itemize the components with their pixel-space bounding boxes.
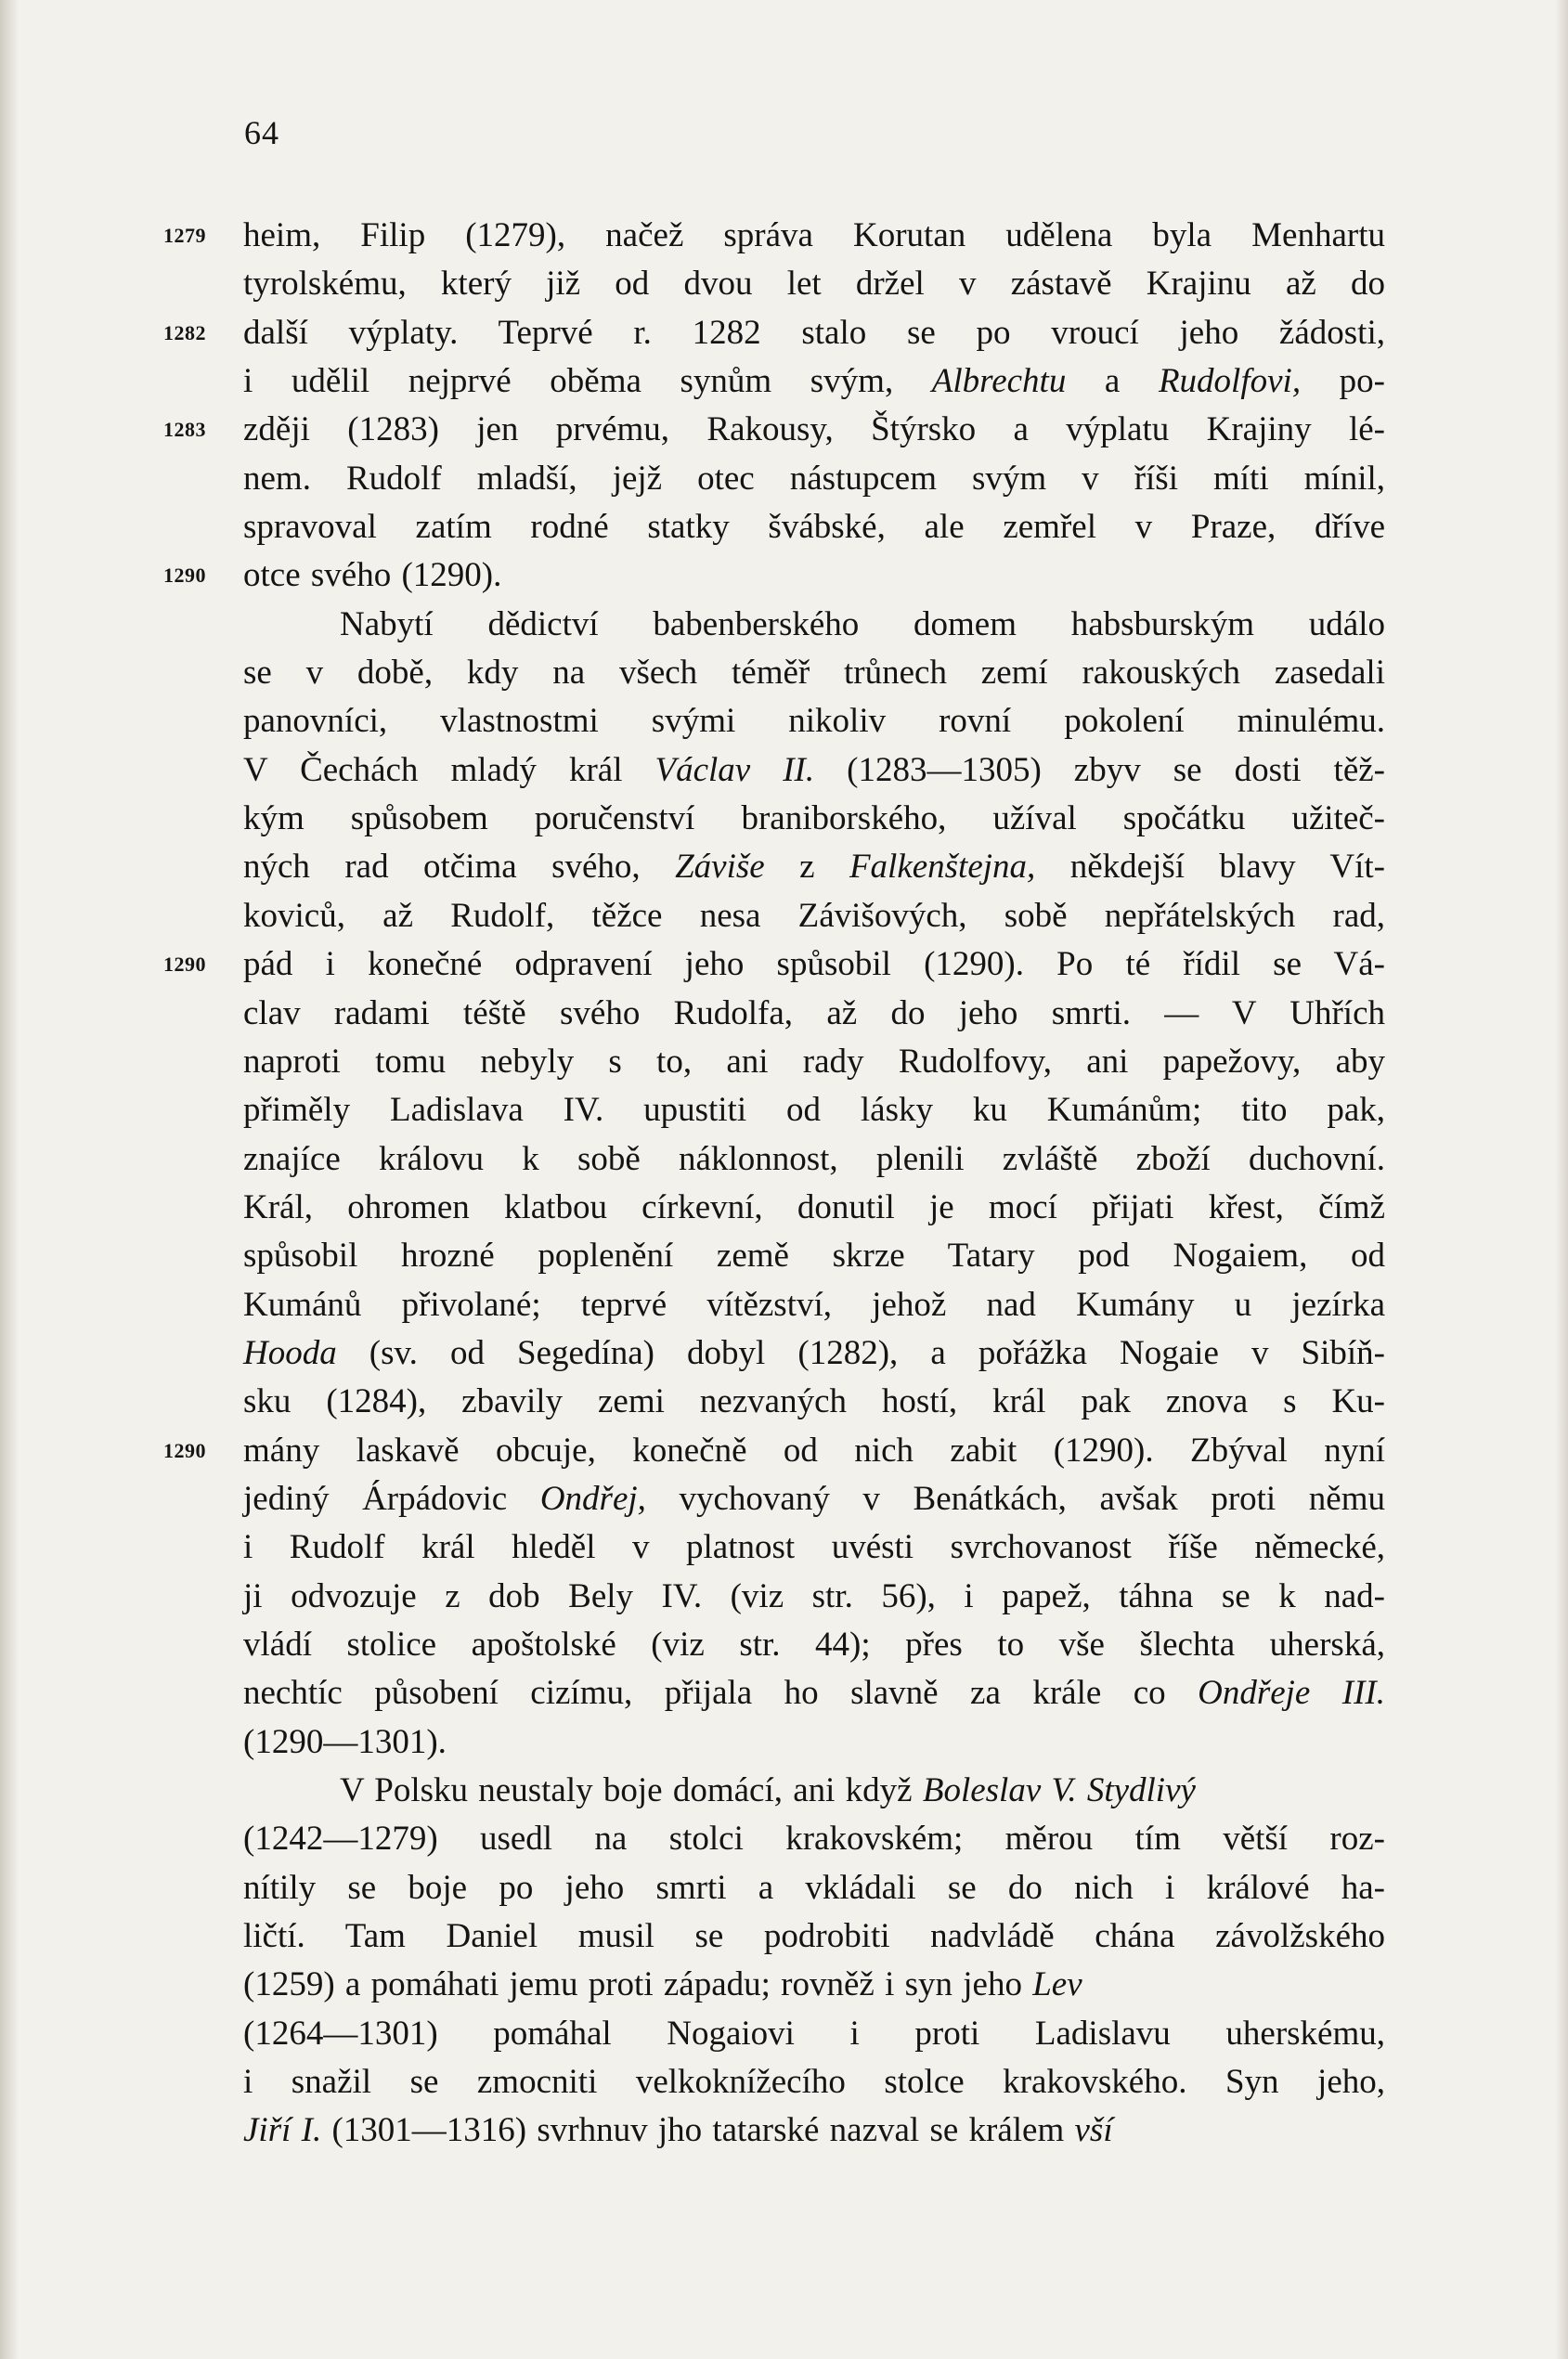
line-text bbox=[243, 1237, 1385, 1275]
line-text bbox=[243, 1334, 1385, 1372]
text-line bbox=[243, 1767, 1385, 1815]
italic-name: vší bbox=[1074, 2111, 1113, 2150]
text-line bbox=[163, 1427, 1385, 1475]
text-line bbox=[243, 649, 1385, 697]
line-text bbox=[243, 799, 1385, 837]
text-segment: i Rudolf král hleděl v platnost uvésti svrchovanost říše německé, bbox=[243, 1528, 1385, 1567]
text-segment: spůsobil hrozné poplenění země skrze Tatary pod Nogaiem, od bbox=[243, 1237, 1385, 1276]
text-line bbox=[243, 2010, 1385, 2058]
text-segment: nechtíc působení cizímu, přijala ho slavně za krále co bbox=[243, 1674, 1199, 1713]
text-segment: zději (1283) jen prvému, Rakousy, Štýrsko a výplatu Krajiny lé- bbox=[243, 410, 1385, 449]
margin-year-note: 1283 bbox=[163, 418, 206, 442]
text-line bbox=[243, 455, 1385, 503]
text-line bbox=[243, 1523, 1385, 1572]
text-segment: se v době, kdy na všech téměř trůnech zemí rakouských zasedali bbox=[243, 654, 1385, 693]
text-line bbox=[243, 1329, 1385, 1378]
text-line bbox=[163, 551, 1385, 600]
text-segment: znajíce královu k sobě náklonnost, plenili zvláště zboží duchovní. bbox=[243, 1139, 1385, 1178]
margin-year-note: 1290 bbox=[163, 564, 206, 588]
text-segment: Král, ohromen klatbou církevní, donutil je mocí přijati křest, čímž bbox=[243, 1187, 1385, 1226]
text-line bbox=[243, 892, 1385, 940]
italic-name: Jiří I. bbox=[243, 2111, 322, 2150]
line-text bbox=[243, 1965, 1082, 2003]
text-segment: přiměly Ladislava IV. upustiti od lásky ku Kumánům; tito pak, bbox=[243, 1091, 1385, 1130]
line-text bbox=[243, 556, 501, 594]
italic-name: Záviše bbox=[675, 848, 765, 887]
italic-name: Václav II. bbox=[654, 750, 815, 789]
text-line bbox=[243, 503, 1385, 551]
text-segment: koviců, až Rudolf, těžce nesa Závišových, sobě nepřátelských rad, bbox=[243, 896, 1385, 935]
text-segment: i snažil se zmocniti velkoknížecího stolce krakovského. Syn jeho, bbox=[243, 2063, 1385, 2102]
text-line bbox=[243, 697, 1385, 745]
line-text bbox=[243, 265, 1385, 303]
line-text bbox=[243, 1188, 1385, 1226]
italic-name: Albrechtu bbox=[931, 362, 1067, 401]
italic-name: Lev bbox=[1032, 1965, 1082, 2004]
page-edge-right bbox=[1555, 0, 1568, 2359]
text-line bbox=[243, 1573, 1385, 1621]
text-line bbox=[163, 212, 1385, 260]
text-segment: (1259) a pomáhati jemu proti západu; rovněž i syn jeho bbox=[243, 1965, 1033, 2004]
text-line bbox=[243, 1086, 1385, 1134]
page-number: 64 bbox=[244, 114, 279, 151]
text-segment: sku (1284), zbavily zemi nezvaných hostí, král pak znova s Ku- bbox=[243, 1382, 1385, 1421]
text-segment: spravoval zatím rodné statky švábské, ale zemřel v Praze, dříve bbox=[243, 508, 1385, 547]
line-text bbox=[243, 2111, 1113, 2149]
text-segment: pád i konečné odpravení jeho spůsobil (1290). Po té řídil se Vá- bbox=[243, 945, 1385, 984]
text-segment: jediný Árpádovic bbox=[243, 1479, 540, 1518]
line-text bbox=[243, 1820, 1385, 1858]
text-segment: (1264—1301) pomáhal Nogaiovi i proti Ladislavu uherskému, bbox=[243, 2014, 1385, 2053]
text-segment: naproti tomu nebyly s to, ani rady Rudolfovy, ani papežovy, aby bbox=[243, 1042, 1385, 1081]
text-segment: panovníci, vlastnostmi svými nikoliv rovní pokolení minulému. bbox=[243, 702, 1385, 741]
line-text bbox=[243, 362, 1385, 400]
text-line bbox=[243, 1378, 1385, 1426]
italic-name: Hooda bbox=[243, 1333, 337, 1372]
text-line bbox=[243, 1621, 1385, 1669]
text-segment: V Čechách mladý král bbox=[243, 750, 655, 789]
italic-name: Ondřeje III. bbox=[1198, 1674, 1385, 1713]
text-segment: někdejší blavy Vít- bbox=[1035, 848, 1385, 887]
margin-year-note: 1290 bbox=[163, 1438, 206, 1462]
text-line bbox=[243, 1864, 1385, 1912]
text-line bbox=[243, 1912, 1385, 1961]
text-line bbox=[243, 2106, 1385, 2155]
line-text bbox=[243, 1091, 1385, 1129]
text-line bbox=[243, 1718, 1385, 1767]
line-text bbox=[340, 1771, 1196, 1809]
text-line bbox=[243, 601, 1385, 649]
text-line bbox=[163, 309, 1385, 357]
text-line bbox=[243, 2058, 1385, 2106]
text-segment: nem. Rudolf mladší, jejž otec nástupcem svým v říši míti mínil, bbox=[243, 459, 1385, 498]
line-text bbox=[243, 508, 1385, 546]
line-text bbox=[243, 1382, 1385, 1420]
line-text bbox=[243, 460, 1385, 498]
text-segment: clav radami téště svého Rudolfa, až do jeho smrti. — V Uhřích bbox=[243, 993, 1385, 1032]
text-segment: (1301—1316) svrhnuv jho tatarské nazval se králem bbox=[321, 2111, 1075, 2150]
line-text bbox=[243, 1577, 1385, 1615]
text-segment: kým spůsobem poručenství braniborského, užíval spočátku užiteč- bbox=[243, 799, 1385, 838]
page-edge-left bbox=[0, 0, 19, 2359]
text-line bbox=[243, 1135, 1385, 1184]
line-text bbox=[243, 1432, 1385, 1470]
text-segment: další výplaty. Teprvé r. 1282 stalo se po vroucí jeho žádosti, bbox=[243, 313, 1385, 352]
line-text bbox=[243, 897, 1385, 935]
line-text bbox=[243, 1674, 1385, 1712]
text-segment: Nabytí dědictví babenberského domem habsburským událo bbox=[340, 604, 1385, 643]
line-text bbox=[243, 994, 1385, 1032]
line-text bbox=[243, 314, 1385, 352]
margin-year-note: 1282 bbox=[163, 320, 206, 344]
line-text bbox=[243, 2015, 1385, 2053]
text-segment: ných rad otčima svého, bbox=[243, 848, 676, 887]
line-text bbox=[243, 945, 1385, 983]
line-text bbox=[243, 751, 1385, 789]
line-text bbox=[243, 1480, 1385, 1518]
line-text bbox=[243, 1286, 1385, 1324]
italic-name: Boleslav V. Stydlivý bbox=[922, 1771, 1196, 1809]
text-line bbox=[243, 1281, 1385, 1329]
text-line bbox=[243, 1232, 1385, 1280]
text-line bbox=[243, 1669, 1385, 1717]
line-text bbox=[243, 654, 1385, 692]
line-text bbox=[243, 848, 1385, 886]
line-text bbox=[243, 1723, 447, 1761]
text-segment: (1283—1305) zbyv se dosti těž- bbox=[814, 750, 1385, 789]
text-line bbox=[243, 260, 1385, 308]
line-text bbox=[243, 2063, 1385, 2101]
margin-year-note: 1279 bbox=[163, 224, 206, 247]
text-line bbox=[243, 1038, 1385, 1086]
line-text bbox=[243, 1140, 1385, 1178]
text-segment: (sv. od Segedína) dobyl (1282), a pořážka Nogaie v Sibíň- bbox=[336, 1333, 1385, 1372]
text-line bbox=[243, 1475, 1385, 1523]
line-text bbox=[243, 1043, 1385, 1081]
text-line bbox=[243, 746, 1385, 795]
text-segment: po- bbox=[1301, 362, 1385, 401]
margin-year-note: 1290 bbox=[163, 953, 206, 977]
line-text bbox=[340, 605, 1385, 643]
text-segment: mány laskavě obcuje, konečně od nich zabit (1290). Zbýval nyní bbox=[243, 1431, 1385, 1470]
text-segment: i udělil nejprvé oběma synům svým, bbox=[243, 362, 932, 401]
text-line bbox=[243, 1961, 1385, 2009]
text-segment: otce svého (1290). bbox=[243, 556, 502, 595]
text-segment: vládí stolice apoštolské (viz str. 44); přes to vše šlechta uherská, bbox=[243, 1625, 1385, 1664]
line-text bbox=[243, 702, 1385, 740]
text-line bbox=[243, 843, 1385, 891]
italic-name: Falkenštejna, bbox=[849, 848, 1036, 887]
text-segment: vychovaný v Benátkách, avšak proti němu bbox=[645, 1479, 1385, 1518]
text-segment: ličtí. Tam Daniel musil se podrobiti nadvládě chána závolžského bbox=[243, 1917, 1385, 1956]
line-text bbox=[243, 1626, 1385, 1664]
text-segment: nítily se boje po jeho smrti a vkládali se do nich i králové ha- bbox=[243, 1868, 1385, 1907]
line-text bbox=[243, 1528, 1385, 1566]
text-line bbox=[243, 990, 1385, 1038]
italic-name: Rudolfovi, bbox=[1158, 362, 1302, 401]
text-segment: (1242—1279) usedl na stolci krakovském; měrou tím větší roz- bbox=[243, 1820, 1385, 1859]
line-text bbox=[243, 1917, 1385, 1955]
text-line bbox=[163, 940, 1385, 989]
italic-name: Ondřej, bbox=[539, 1479, 646, 1518]
text-line bbox=[243, 1815, 1385, 1863]
text-segment: (1290—1301). bbox=[243, 1722, 447, 1761]
text-line bbox=[163, 406, 1385, 454]
text-segment: z bbox=[764, 848, 849, 887]
text-segment: V Polsku neustaly boje domácí, ani když bbox=[340, 1771, 923, 1809]
text-segment: heim, Filip (1279), načež správa Korutan udělena byla Menhartu bbox=[243, 216, 1385, 254]
line-text bbox=[243, 410, 1385, 448]
line-text bbox=[243, 1869, 1385, 1907]
text-line bbox=[243, 795, 1385, 843]
text-segment: Kumánů přivolané; teprvé vítězství, jehož nad Kumány u jezírka bbox=[243, 1285, 1385, 1324]
text-segment: tyrolskému, který již od dvou let držel v zástavě Krajinu až do bbox=[243, 265, 1385, 304]
text-line bbox=[243, 357, 1385, 406]
text-segment: a bbox=[1066, 362, 1159, 401]
line-text bbox=[243, 216, 1385, 254]
body-text bbox=[163, 212, 1385, 2156]
text-line bbox=[243, 1184, 1385, 1232]
text-segment: ji odvozuje z dob Bely IV. (viz str. 56), i papež, táhna se k nad- bbox=[243, 1576, 1385, 1615]
